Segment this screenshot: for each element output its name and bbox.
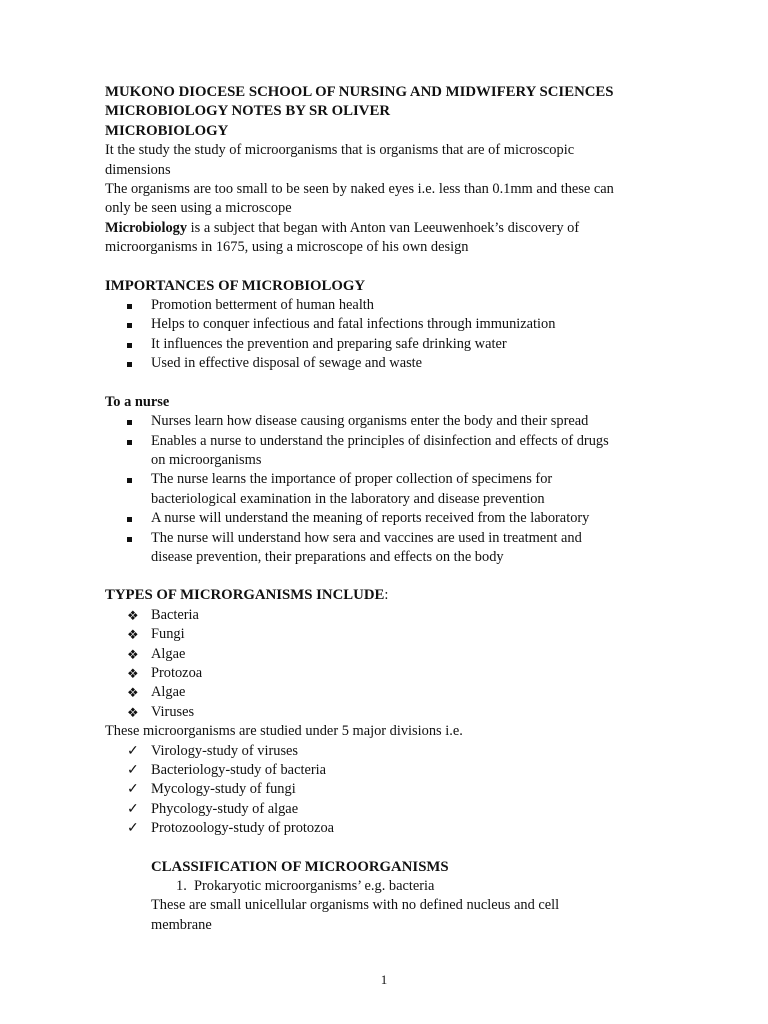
list-item: Enables a nurse to understand the principles of disinfection and effects of drugs on microorganisms [105,432,665,471]
nurse-list [105,412,665,567]
divisions-list [105,742,665,839]
nurse-heading: To a nurse [105,393,170,410]
spacer [105,567,665,586]
spacer [105,839,665,858]
list-item: ✓ Phycology-study of algae [105,800,665,819]
page-number: 1 [380,972,388,987]
square-bullet-icon [127,315,143,334]
classification-desc: membrane [151,916,212,933]
square-bullet-icon [127,354,143,373]
list-item: ❖ Protozoa [105,664,665,683]
diamond-bullet-icon: ❖ [127,607,139,623]
classification-desc: These are small unicellular organisms with no defined nucleus and cell [151,897,560,914]
list-item: It influences the prevention and preparing safe drinking water [105,335,665,354]
list-item: ✓ Protozoology-study of protozoa [105,819,665,838]
square-bullet-icon [127,335,143,354]
importances-list [105,296,665,374]
checkmark-icon: ✓ [127,763,139,778]
list-item: Nurses learn how disease causing organisms enter the body and their spread [105,412,665,431]
list-item: The nurse learns the importance of proper collection of specimens for bacteriological examination in the laboratory and disease prevention [105,470,665,509]
square-bullet-icon [127,509,143,528]
list-item: ❖ Bacteria [105,606,665,625]
list-item: ✓ Virology-study of viruses [105,742,665,761]
divisions-intro: These microorganisms are studied under 5 major divisions i.e. [105,723,463,740]
school-title: MUKONO DIOCESE SCHOOL OF NURSING AND MIDWIFERY SCIENCES [105,84,614,100]
classification-heading: CLASSIFICATION OF MICROORGANISMS [151,858,449,875]
list-item: The nurse will understand how sera and vaccines are used in treatment and disease prevention, their preparations and effects on the body [105,529,665,568]
importances-heading: IMPORTANCES OF MICROBIOLOGY [105,277,366,294]
diamond-bullet-icon: ❖ [127,665,139,681]
checkmark-icon: ✓ [127,801,139,817]
list-item: Used in effective disposal of sewage and waste [105,354,665,373]
intro-line: It the study the study of microorganisms that is organisms that are of microscopic [105,142,575,159]
list-item: ✓ Bacteriology-study of bacteria [105,761,665,780]
square-bullet-icon [127,470,143,489]
diamond-bullet-icon: ❖ [127,685,139,701]
square-bullet-icon [127,432,143,451]
list-item: ❖ Fungi [105,625,665,644]
definition-term: Microbiology [105,219,188,236]
list-item: Promotion betterment of human health [105,296,665,315]
subject-heading: MICROBIOLOGY [105,122,229,139]
diamond-bullet-icon: ❖ [127,627,139,643]
checkmark-icon: ✓ [127,743,139,759]
diamond-bullet-icon: ❖ [127,704,139,720]
list-item: Helps to conquer infectious and fatal infections through immunization [105,315,665,334]
list-item: ❖ Viruses [105,703,665,722]
types-heading: TYPES OF MICRORGANISMS INCLUDE: [105,587,389,604]
document-page [105,83,665,935]
square-bullet-icon [127,412,143,431]
definition-line [105,219,665,238]
intro-line: The organisms are too small to be seen by naked eyes i.e. less than 0.1mm and these can [105,181,614,198]
spacer [105,258,665,277]
list-item: A nurse will understand the meaning of reports received from the laboratory [105,509,665,528]
square-bullet-icon [127,529,143,548]
list-item: ❖ Algae [105,645,665,664]
list-item: ✓ Mycology-study of fungi [105,780,665,799]
intro-line: microorganisms in 1675, using a microscope of his own design [105,239,469,256]
checkmark-icon: ✓ [127,821,139,837]
definition-text: is a subject that began with Anton van Leeuwenhoek’s discovery of [187,219,580,236]
square-bullet-icon [127,296,143,315]
intro-line: only be seen using a microscope [105,200,292,217]
intro-line: dimensions [105,161,171,178]
checkmark-icon: ✓ [127,782,139,798]
list-item: ❖ Algae [105,683,665,702]
types-list [105,606,665,722]
spacer [105,374,665,393]
classification-item-1: 1. Prokaryotic microorganisms’ e.g. bacteria [176,878,435,895]
notes-author: MICROBIOLOGY NOTES BY SR OLIVER [105,103,391,120]
diamond-bullet-icon: ❖ [127,646,139,662]
